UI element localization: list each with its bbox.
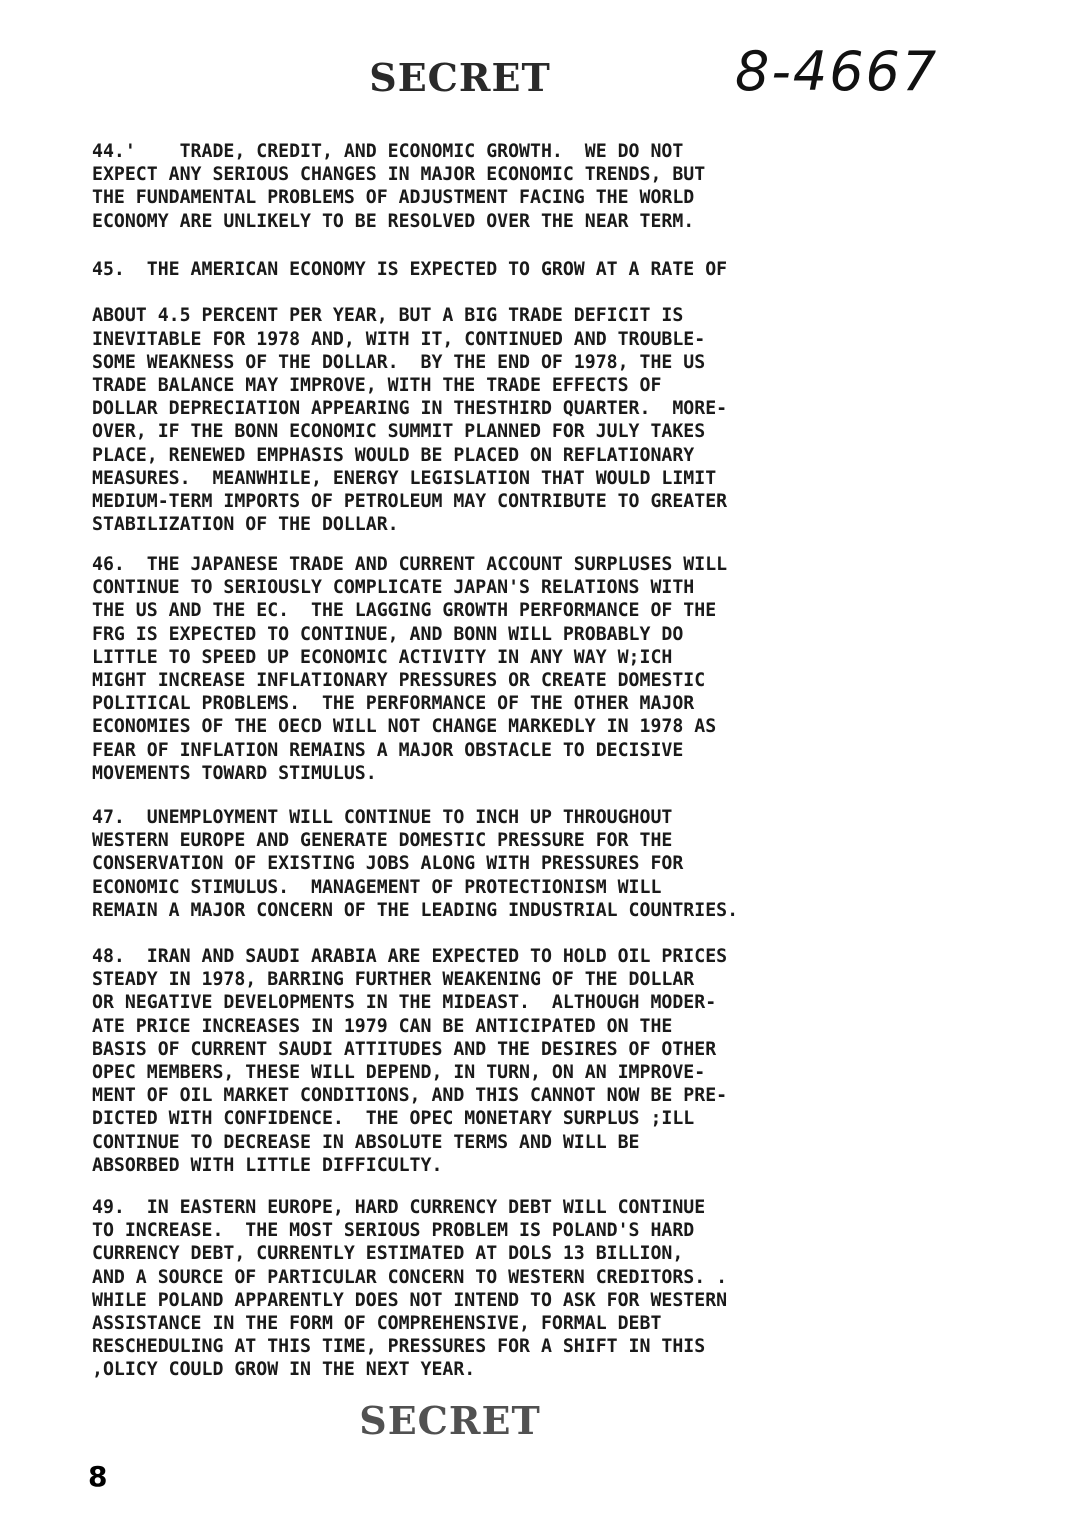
classification-footer: SECRET — [359, 1398, 541, 1443]
paragraph-text: THE JAPANESE TRADE AND CURRENT ACCOUNT SURPLUSES WILL CONTINUE TO SERIOUSLY COMPLICATE JAPAN'S RELATIONS WITH THE US AND THE EC. THE LAGGING GROWTH PERFORMANCE OF THE FRG IS EXPECTED TO CONTINUE, AND BONN WILL PROBABLY DO LITTLE TO SPEED UP ECONOMIC ACTIVITY IN ANY WAY W;ICH MIGHT INCREASE INFLATIONARY PRESSURES OR CREATE DOMESTIC POLITICAL PROBLEMS. THE PERFORMANCE OF THE OTHER MAJOR ECONOMIES OF THE OECD WILL NOT CHANGE MARKEDLY IN 1978 AS FEAR OF INFLATION REMAINS A MAJOR OBSTACLE TO DECISIVE MOVEMENTS TOWARD STIMULUS. — [92, 554, 728, 784]
paragraph-number: 47. — [92, 807, 125, 828]
classification-header: SECRET — [369, 55, 551, 100]
paragraph-number: 45. — [92, 259, 125, 280]
paragraph-45 — [92, 258, 922, 536]
document-number-handwritten: 8-4667 — [735, 40, 939, 103]
paragraph-number: 46. — [92, 554, 125, 575]
page-number: 8 — [88, 1460, 108, 1493]
paragraph-text: UNEMPLOYMENT WILL CONTINUE TO INCH UP THROUGHOUT WESTERN EUROPE AND GENERATE DOMESTIC PRESSURE FOR THE CONSERVATION OF EXISTING JOBS ALONG WITH PRESSURES FOR ECONOMIC STIMULUS. MANAGEMENT OF PROTECTIONISM WILL REMAIN A MAJOR CONCERN OF THE LEADING INDUSTRIAL COUNTRIES. — [92, 807, 739, 921]
paragraph-49 — [92, 1196, 922, 1382]
paragraph-text: ' TRADE, CREDIT, AND ECONOMIC GROWTH. WE DO NOT EXPECT ANY SERIOUS CHANGES IN MAJOR ECONOMIC TRENDS, BUT THE FUNDAMENTAL PROBLEMS OF ADJUSTMENT FACING THE WORLD ECONOMY ARE UNLIKELY TO BE RESOLVED OVER THE NEAR TERM. — [92, 141, 706, 232]
paragraph-text: THE AMERICAN ECONOMY IS EXPECTED TO GROW AT A RATE OF ABOUT 4.5 PERCENT PER YEAR, BUT A BIG TRADE DEFICIT IS INEVITABLE FOR 1978 AND, WITH IT, CONTINUED AND TROUBLE- SOME WEAKNESS OF THE DOLLAR. BY THE END OF 1978, THE US TRADE BALANCE MAY IMPROVE, WITH THE TRADE EFFECTS OF DOLLAR DEPRECIATION APPEARING IN THESTHIRD QUARTER. MORE- OVER, IF THE BONN ECONOMIC SUMMIT PLANNED FOR JULY TAKES PLACE, RENEWED EMPHASIS WOULD BE PLACED ON REFLATIONARY MEASURES. MEANWHILE, ENERGY LEGISLATION THAT WOULD LIMIT MEDIUM-TERM IMPORTS OF PETROLEUM MAY CONTRIBUTE TO GREATER STABILIZATION OF THE DOLLAR. — [92, 259, 728, 536]
paragraph-44 — [92, 140, 922, 233]
paragraph-text: IN EASTERN EUROPE, HARD CURRENCY DEBT WILL CONTINUE TO INCREASE. THE MOST SERIOUS PROBLEM IS POLAND'S HARD CURRENCY DEBT, CURRENTLY ESTIMATED AT DOLS 13 BILLION, AND A SOURCE OF PARTICULAR CONCERN TO WESTERN CREDITORS. . WHILE POLAND APPARENTLY DOES NOT INTEND TO ASK FOR WESTERN ASSISTANCE IN THE FORM OF COMPREHENSIVE, FORMAL DEBT RESCHEDULING AT THIS TIME, PRESSURES FOR A SHIFT IN THIS ,OLICY COULD GROW IN THE NEXT YEAR. — [92, 1197, 728, 1381]
paragraph-47 — [92, 806, 922, 922]
paragraph-number: 49. — [92, 1197, 125, 1218]
paragraph-48 — [92, 945, 922, 1177]
paragraph-46 — [92, 553, 922, 785]
paragraph-number: 48. — [92, 946, 125, 967]
paragraph-text: IRAN AND SAUDI ARABIA ARE EXPECTED TO HOLD OIL PRICES STEADY IN 1978, BARRING FURTHER WEAKENING OF THE DOLLAR OR NEGATIVE DEVELOPMENTS IN THE MIDEAST. ALTHOUGH MODER- ATE PRICE INCREASES IN 1979 CAN BE ANTICIPATED ON THE BASIS OF CURRENT SAUDI ATTITUDES AND THE DESIRES OF OTHER OPEC MEMBERS, THESE WILL DEPEND, IN TURN, ON AN IMPROVE- MENT OF OIL MARKET CONDITIONS, AND THIS CANNOT NOW BE PRE- DICTED WITH CONFIDENCE. THE OPEC MONETARY SURPLUS ;ILL CONTINUE TO DECREASE IN ABSOLUTE TERMS AND WILL BE ABSORBED WITH LITTLE DIFFICULTY. — [92, 946, 728, 1176]
paragraph-number: 44. — [92, 141, 125, 162]
